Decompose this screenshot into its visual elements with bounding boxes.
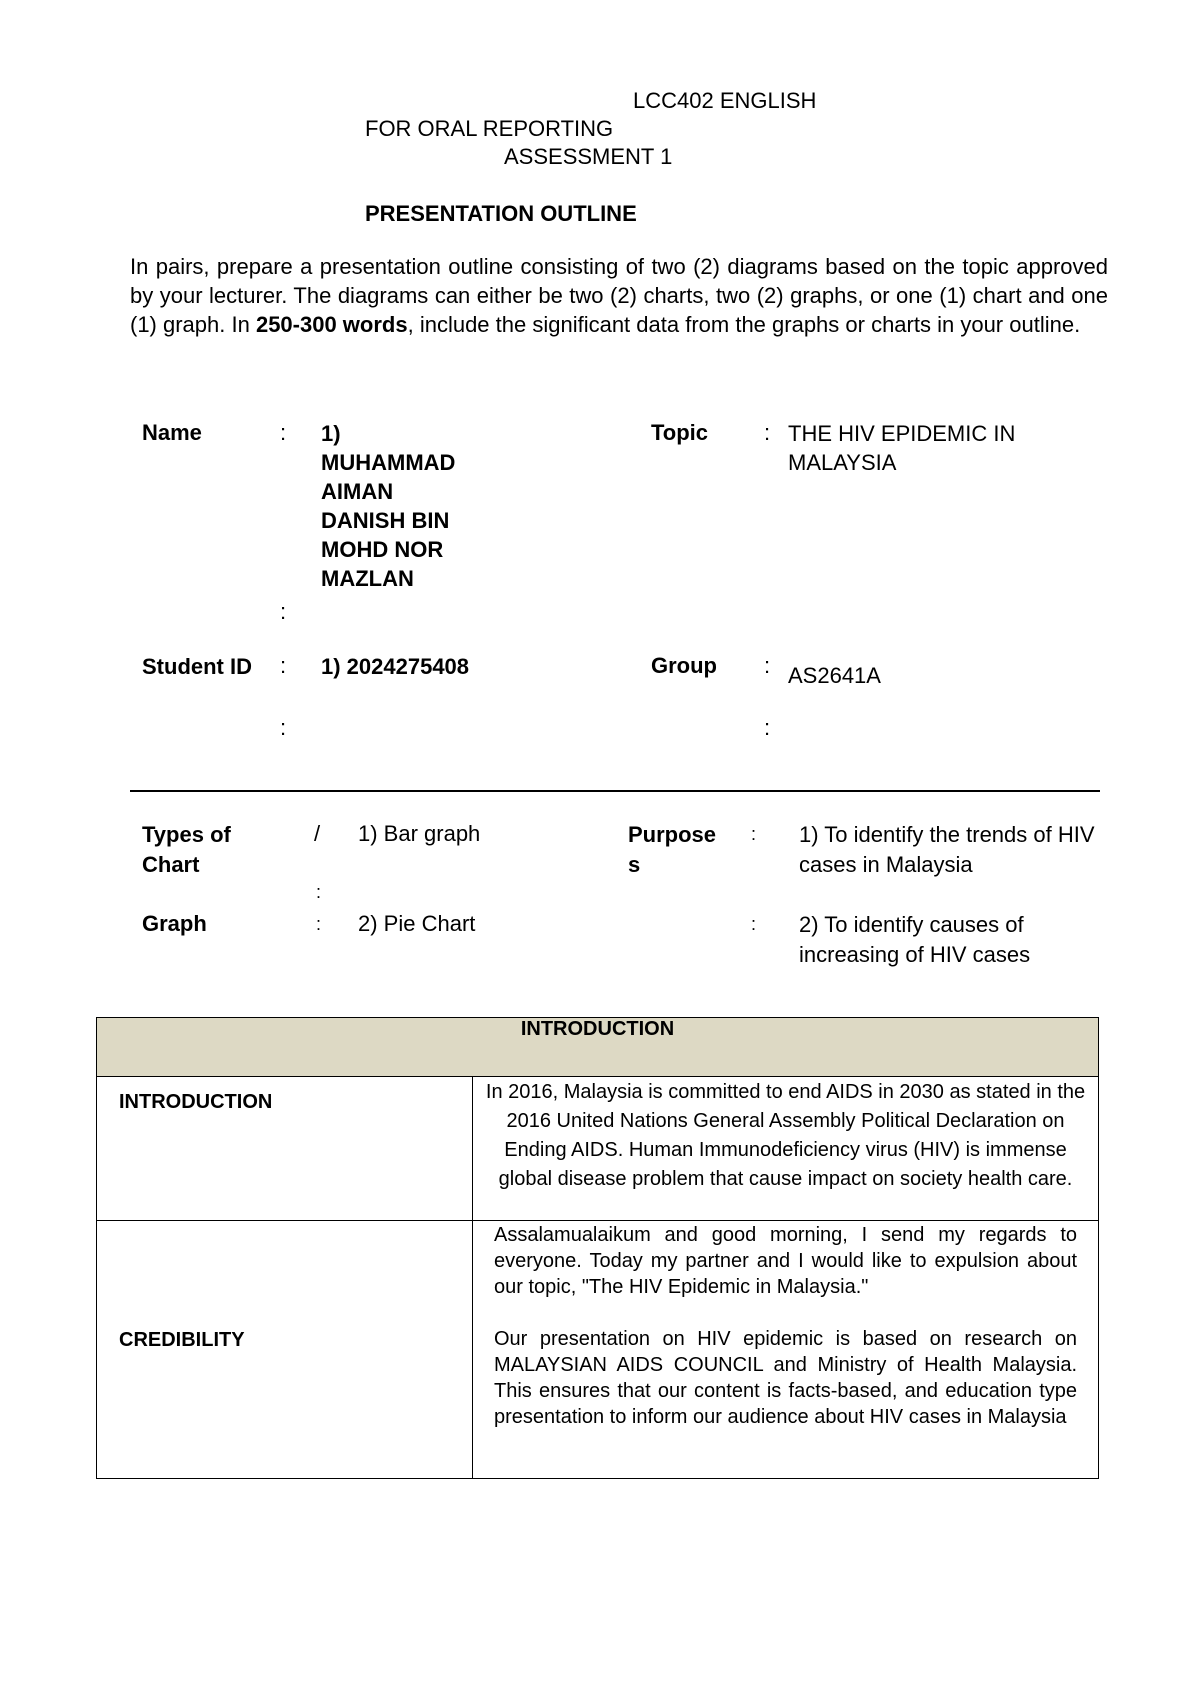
- group-colon: :: [764, 653, 771, 678]
- group-label: Group: [651, 653, 717, 678]
- graph-colon: :: [316, 914, 322, 934]
- group-colon-2: :: [764, 715, 771, 740]
- row-content-credibility: [473, 1221, 1099, 1479]
- table-header-row: [97, 1018, 1099, 1077]
- group-value: AS2641A: [788, 663, 881, 688]
- row-content-introduction: [473, 1077, 1099, 1221]
- chart-type-1: 1) Bar graph: [358, 821, 481, 846]
- table-row: [97, 1077, 1099, 1221]
- credibility-text: [474, 1222, 1097, 1430]
- purpose-1: 1) To identify the trends of HIV cases in Malaysia: [799, 822, 1095, 877]
- credibility-sources: Our presentation on HIV epidemic is based on research on MALAYSIAN AIDS COUNCIL and Ministry of Health Malaysia. This ensures that our content is facts-based, and education type presentation to inform our audience about HIV cases in Malaysia: [494, 1328, 1078, 1428]
- name-colon-2: :: [280, 599, 287, 624]
- course-subtitle: FOR ORAL REPORTING: [365, 116, 614, 141]
- introduction-text: In 2016, Malaysia is committed to end AIDS in 2030 as stated in the 2016 United Nations General Assembly Political Declaration on Ending AIDS. Human Immunodeficiency virus (HIV) is immense global disease problem that cause impact on society health care.: [485, 1081, 1086, 1190]
- introduction-label: INTRODUCTION: [119, 1091, 273, 1113]
- student-id-label: Student ID: [142, 654, 252, 679]
- outline-table: [96, 1017, 1099, 1479]
- assessment-title: ASSESSMENT 1: [504, 144, 673, 169]
- page-heading: PRESENTATION OUTLINE: [365, 201, 637, 226]
- course-title: LCC402 ENGLISH: [633, 88, 817, 113]
- name-value: 1) MUHAMMAD AIMAN DANISH BIN MOHD NOR MAZLAN: [321, 421, 456, 591]
- name-colon: :: [280, 420, 287, 445]
- table-row: [97, 1221, 1099, 1479]
- row-label-introduction: [97, 1077, 473, 1221]
- topic-label: Topic: [651, 420, 709, 445]
- instructions-word-count: 250-300 words: [255, 312, 408, 337]
- types-slash: /: [314, 821, 321, 846]
- instructions-text-end: , include the significant data from the graphs or charts in your outline.: [407, 312, 1081, 337]
- student-id-colon-2: :: [280, 715, 287, 740]
- instructions-text-start: In pairs, prepare a presentation outline consisting of two (2) diagrams based on the topic approved by your lecturer. The diagrams can either be two (2) charts, two (2) graphs, or one (1) chart and one (1) graph. In: [130, 254, 1108, 337]
- credibility-greeting: Assalamualaikum and good morning, I send my regards to everyone. Today my partner and I would like to expulsion about our topic, "The HIV Epidemic in Malaysia.": [494, 1224, 1078, 1298]
- types-colon: :: [316, 882, 322, 902]
- instructions-paragraph: [130, 252, 1108, 339]
- name-label: Name: [142, 420, 202, 445]
- table-header: INTRODUCTION: [97, 1018, 1099, 1077]
- student-id-colon: :: [280, 653, 287, 678]
- graph-label: Graph: [142, 911, 207, 936]
- purposes-colon-2: :: [751, 914, 757, 934]
- chart-type-2: 2) Pie Chart: [358, 911, 476, 936]
- student-id-value: 1) 2024275408: [321, 654, 470, 679]
- topic-colon: :: [764, 420, 771, 445]
- purposes-label: Purpose s: [628, 822, 717, 877]
- types-of-chart-label: Types of Chart: [142, 822, 231, 877]
- credibility-label: CREDIBILITY: [119, 1329, 245, 1351]
- row-label-credibility: [97, 1221, 473, 1479]
- section-divider: [130, 790, 1100, 792]
- purposes-colon: :: [751, 824, 757, 844]
- purpose-2: 2) To identify causes of increasing of HIV cases: [799, 912, 1031, 967]
- topic-value: THE HIV EPIDEMIC IN MALAYSIA: [788, 421, 1016, 475]
